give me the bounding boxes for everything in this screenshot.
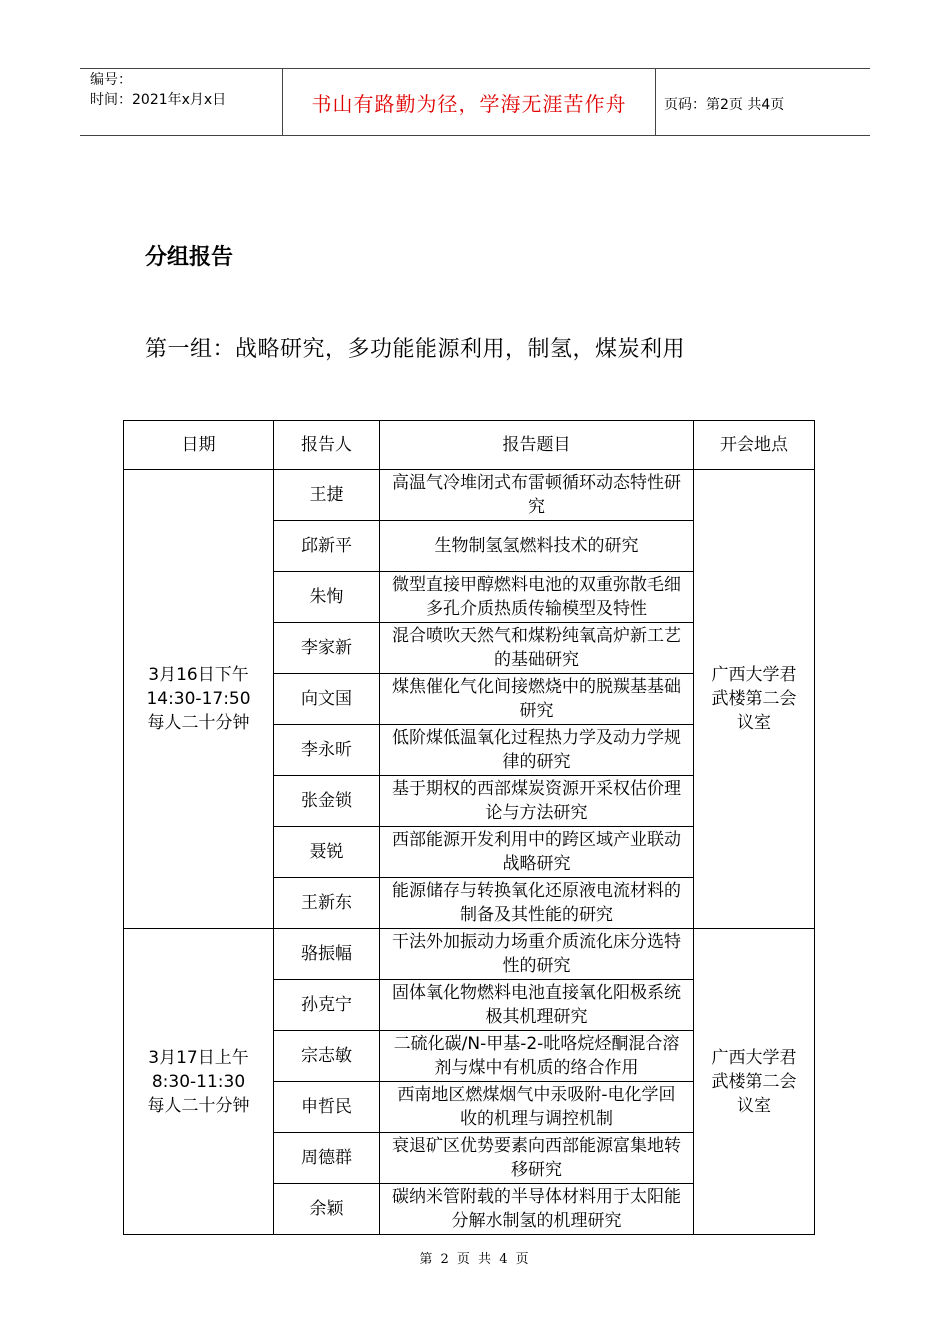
speaker-cell: 周德群 xyxy=(274,1133,380,1184)
topic-cell: 低阶煤低温氧化过程热力学及动力学规律的研究 xyxy=(380,725,694,776)
doc-number: 编号： xyxy=(90,72,132,88)
section-title: 分组报告 xyxy=(145,245,234,270)
header-date: 日期 xyxy=(124,421,274,470)
speaker-cell: 李家新 xyxy=(274,623,380,674)
header-meta xyxy=(90,70,226,110)
speaker-cell: 申哲民 xyxy=(274,1082,380,1133)
topic-cell: 衰退矿区优势要素向西部能源富集地转移研究 xyxy=(380,1133,694,1184)
doc-time: 时间：2021年x月x日 xyxy=(90,92,227,108)
topic-cell: 西南地区燃煤烟气中汞吸附-电化学回收的机理与调控机制 xyxy=(380,1082,694,1133)
speaker-cell: 朱恂 xyxy=(274,572,380,623)
session-date-line: 8:30-11:30 xyxy=(151,1071,246,1092)
session-date-line: 每人二十分钟 xyxy=(147,713,250,733)
speaker-cell: 余颖 xyxy=(274,1184,380,1235)
header-motto: 书山有路勤为径，学海无涯苦作舟 xyxy=(311,92,627,116)
header-page-info: 页码：第2页 共4页 xyxy=(664,97,785,113)
table-row xyxy=(124,929,815,980)
header-divider xyxy=(655,68,656,136)
topic-cell: 生物制氢氢燃料技术的研究 xyxy=(380,521,694,572)
session-location: 广西大学君武楼第二会议室 xyxy=(694,470,815,929)
header-topic: 报告题目 xyxy=(380,421,694,470)
header-location: 开会地点 xyxy=(694,421,815,470)
topic-cell: 西部能源开发利用中的跨区域产业联动战略研究 xyxy=(380,827,694,878)
topic-cell: 基于期权的西部煤炭资源开采权估价理论与方法研究 xyxy=(380,776,694,827)
session-date xyxy=(124,929,274,1235)
session-location: 广西大学君武楼第二会议室 xyxy=(694,929,815,1235)
speaker-cell: 向文国 xyxy=(274,674,380,725)
topic-cell: 混合喷吹天然气和煤粉纯氧高炉新工艺的基础研究 xyxy=(380,623,694,674)
speaker-cell: 骆振幅 xyxy=(274,929,380,980)
speaker-cell: 宗志敏 xyxy=(274,1031,380,1082)
speaker-cell: 王新东 xyxy=(274,878,380,929)
page-footer: 第 2 页 共 4 页 xyxy=(419,1252,531,1267)
topic-cell: 二硫化碳/N-甲基-2-吡咯烷烃酮混合溶剂与煤中有机质的络合作用 xyxy=(380,1031,694,1082)
session-date-line: 每人二十分钟 xyxy=(147,1095,250,1116)
speaker-cell: 聂锐 xyxy=(274,827,380,878)
session-date-line: 3月16日下午 xyxy=(148,665,249,685)
header-speaker: 报告人 xyxy=(274,421,380,470)
table-header-row xyxy=(124,421,815,470)
session-date-line: 14:30-17:50 xyxy=(146,689,251,709)
session-date-line: 3月17日上午 xyxy=(148,1047,249,1068)
speaker-cell: 邱新平 xyxy=(274,521,380,572)
group-title: 第一组：战略研究，多功能能源利用，制氢，煤炭利用 xyxy=(145,337,686,362)
table-row xyxy=(124,470,815,521)
schedule-table xyxy=(123,420,815,1235)
topic-cell: 固体氧化物燃料电池直接氧化阳极系统极其机理研究 xyxy=(380,980,694,1031)
speaker-cell: 张金锁 xyxy=(274,776,380,827)
topic-cell: 高温气冷堆闭式布雷顿循环动态特性研究 xyxy=(380,470,694,521)
session-date xyxy=(124,470,274,929)
topic-cell: 碳纳米管附载的半导体材料用于太阳能分解水制氢的机理研究 xyxy=(380,1184,694,1235)
speaker-cell: 王捷 xyxy=(274,470,380,521)
topic-cell: 煤焦催化气化间接燃烧中的脱羰基基础研究 xyxy=(380,674,694,725)
speaker-cell: 孙克宁 xyxy=(274,980,380,1031)
topic-cell: 干法外加振动力场重介质流化床分选特性的研究 xyxy=(380,929,694,980)
topic-cell: 微型直接甲醇燃料电池的双重弥散毛细多孔介质热质传输模型及特性 xyxy=(380,572,694,623)
topic-cell: 能源储存与转换氧化还原液电流材料的制备及其性能的研究 xyxy=(380,878,694,929)
header-bottom-rule xyxy=(80,135,870,136)
speaker-cell: 李永昕 xyxy=(274,725,380,776)
header-top-rule xyxy=(80,68,870,69)
